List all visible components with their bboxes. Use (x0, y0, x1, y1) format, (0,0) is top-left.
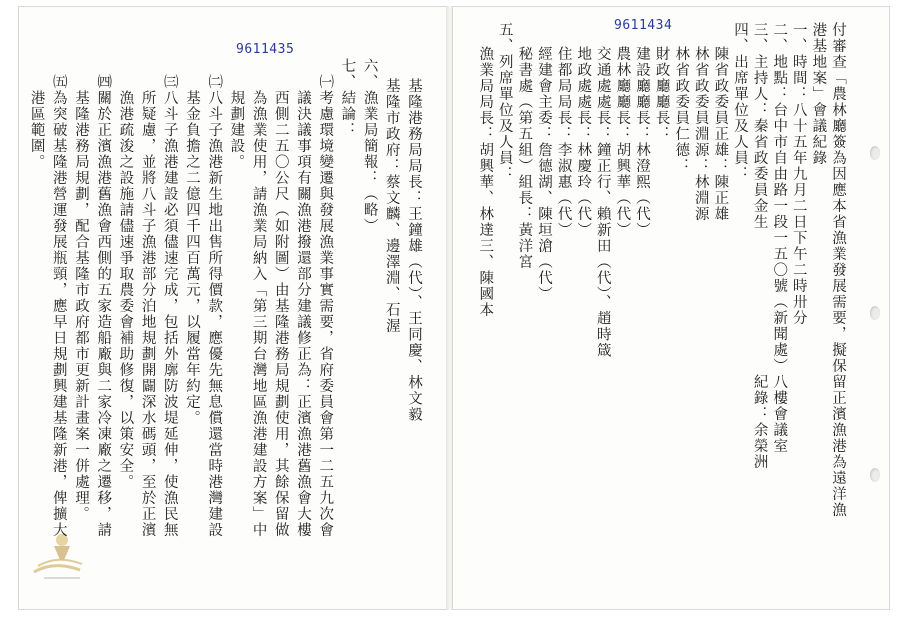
right-column-17: 秘書處（第五組）組長：黃洋宮 (516, 46, 533, 270)
left-column-9: 規劃建設。 (228, 90, 245, 170)
left-column-10: ㈡八斗子漁港新生地出售所得價款，應優先無息償還當時港灣建設 (206, 74, 223, 538)
right-column-15: 住都局局長：李淑惠（代） (555, 46, 572, 238)
left-column-16: 基隆港務局規劃，配合基隆市政府都市更新計畫案一併處理。 (73, 90, 89, 522)
left-column-6: 議決議事項有關漁港撥還部分建議修正為：正濱漁港舊漁會大樓 (295, 90, 311, 538)
left-column-5: ㈠考慮環境變遷與發展漁業事實需要，省府委員會第一二五九次會 (317, 74, 334, 538)
left-column-12: ㈢八斗子漁港建設必須儘速完成，包括外廓防波堤延伸，使漁民無 (161, 74, 178, 538)
right-column-14: 地政處處長：林慶玲（代） (575, 46, 592, 238)
right-column-18: 五、列席單位及人員： (496, 22, 513, 182)
right-column-3: 一、時間：八十五年九月二日下午二時卅分 (790, 22, 807, 326)
page-number-stamp-right: 9611434 (614, 18, 673, 33)
right-column-16: 經建會主委：詹德湖、陳垣滄（代） (536, 46, 552, 302)
right-column-2: 港基地案」會議紀錄 (810, 22, 827, 166)
punch-hole-icon (870, 146, 880, 160)
left-column-8: 為漁業使用，請漁業局納入「第三期台灣地區漁港建設方案」中 (250, 90, 267, 538)
punch-hole-icon (870, 306, 880, 320)
left-column-17: ㈤為突破基隆港營運發展瓶頸，應早日規劃興建基隆新港，俾擴大 (50, 74, 67, 538)
right-page (452, 6, 890, 610)
right-column-10: 財政廳廳長： (653, 46, 670, 142)
left-column-3: 六、漁業局簡報：（略） (361, 58, 378, 234)
right-column-19: 漁業局局長：胡興華、林達三、陳國本 (477, 46, 494, 318)
right-column-4: 二、地點：台中市自由路一段一五〇號（新聞處）八樓會議室 (771, 22, 788, 454)
punch-hole-icon (870, 468, 880, 482)
left-column-18: 港區範圍。 (28, 90, 45, 170)
left-column-1: 基隆港務局局長：王鐘雄（代）、王同慶、林文毅 (406, 78, 422, 423)
left-column-11: 基金負擔之二億四千四百萬元，以履當年約定。 (184, 90, 200, 426)
page-number-stamp-left: 9611435 (236, 42, 295, 57)
right-column-6: 四、出席單位及人員： (732, 22, 748, 182)
left-column-14: 漁港疏浚之設施請儘速爭取農委會補助修復，以策安全。 (117, 90, 134, 490)
left-column-4: 七、結論： (339, 58, 356, 138)
right-column-8: 林省政委員淵源：林淵源 (692, 46, 709, 222)
document-spread (18, 6, 890, 610)
left-column-15: ㈣關於正濱漁港舊漁會西側的五家造船廠與二家冷凍廠之遷移，請 (95, 74, 112, 538)
right-column-11: 建設廳廳長：林澄熙（代） (634, 46, 650, 238)
right-column-1: 付審查「農林廳簽為因應本省漁業發展需要，擬保留正濱漁港為遠洋漁 (830, 22, 846, 518)
left-page (18, 6, 448, 610)
right-column-5: 三、主持人：秦省政委員金生 紀錄：余榮洲 (751, 22, 768, 470)
right-column-13: 交通處處長：鐘正行、賴新田（代）、趙時箴 (594, 46, 611, 359)
left-column-7: 西側二五〇公尺（如附圖）由基隆港務局規劃使用，其餘保留做 (272, 90, 289, 538)
right-column-9: 林省政委員仁德： (673, 46, 690, 174)
left-column-13: 所疑慮，並將八斗子漁港部分泊地規劃開闢深水碼頭，至於正濱 (139, 90, 156, 538)
right-column-12: 農林廳廳長：胡興華（代） (614, 46, 631, 238)
left-column-2: 基隆市政府：蔡文麟、邊澤淵、石渥 (383, 78, 400, 334)
right-column-7: 陳省政委員正雄：陳正雄 (712, 46, 729, 222)
